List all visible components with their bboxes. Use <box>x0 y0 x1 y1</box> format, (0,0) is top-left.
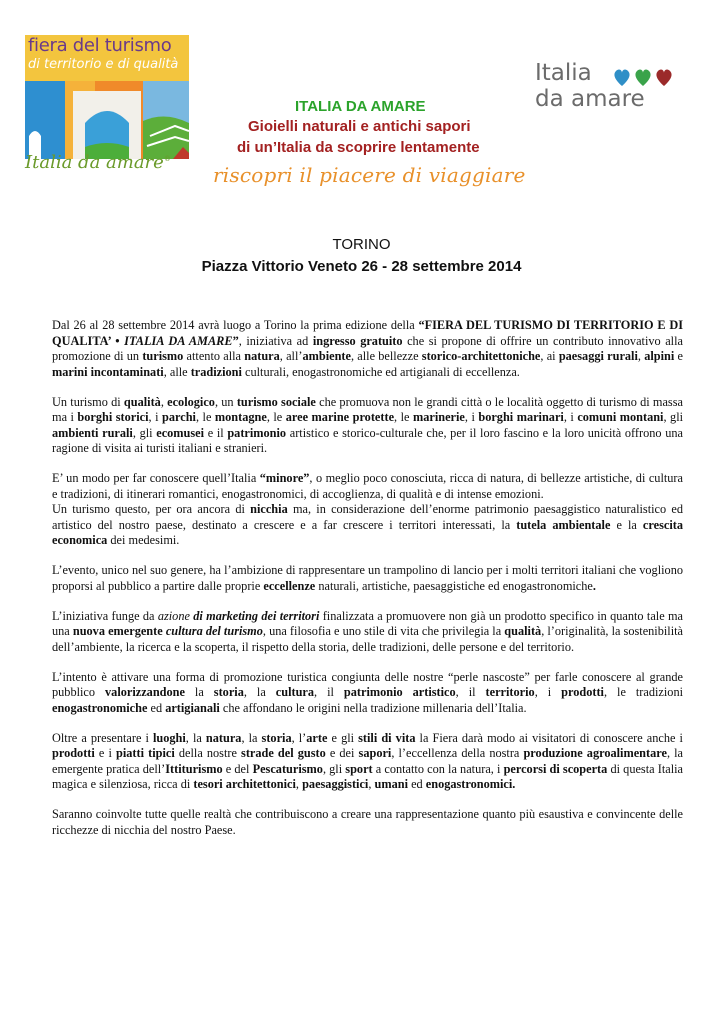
header-subtitle-2: di un’Italia da scoprire lentamente <box>237 139 480 156</box>
header-title: ITALIA DA AMARE <box>295 98 426 115</box>
header-subtitle-1: Gioielli naturali e antichi sapori <box>248 118 471 135</box>
logo-name <box>25 152 171 173</box>
arch-landscape-icon <box>25 81 189 159</box>
paragraph-3: E’ un modo per far conoscere quell’Italia “minore”, o meglio poco conosciuta, ricca di natura, di bellezze artistiche, di cultura e tradizioni, di itinerari romantici, enogastronomici, di accoglienza, di qualità e di intense emozioni. <box>52 471 683 501</box>
paragraph-8: Oltre a presentare i luoghi, la natura, la storia, l’arte e gli stili di vita la Fiera darà modo ai visitatori di conoscere anche i prodotti e i piatti tipici della nostre strade del gusto e dei sapori, l’eccellenza della nostra produzione agroalimentare, la emergente pratica dell’Ittiturismo e del Pescaturismo, gli sport a contatto con la natura, i percorsi di scoperta di questa Italia magica e silenziosa, ricca di tesori architettonici, paesaggistici, umani ed enogastronomici. <box>52 730 683 791</box>
paragraph-7: L’intento è attivare una forma di promozione turistica congiunta delle nostre “perle nascoste” per farle conoscere al grande pubblico valorizzandone la storia, la cultura, il patrimonio artistico, il territorio, i prodotti, le tradizioni enogastronomiche ed artigianali che affondano le origini nella tradizione millenaria dell’Italia. <box>52 669 684 715</box>
venue-dates: Piazza Vittorio Veneto 26 - 28 settembre 2014 <box>201 258 522 275</box>
tagline: riscopri il piacere di viaggiare <box>213 163 526 187</box>
italia-da-amare-logo <box>535 60 685 120</box>
paragraph-1: Dal 26 al 28 settembre 2014 avrà luogo a Torino la prima edizione della “FIERA DEL TURISMO DI TERRITORIO E DI QUALITA’ • ITALIA DA AMARE”, iniziativa ad ingresso gratuito che si propone di offrire un contributo innovativo alla promozione di un turismo attento alla natura, all’ambiente, alle bellezze storico-architettoniche, ai paesaggi rurali, alpini e marini incontaminati, alle tradizioni culturali, enogastronomiche ed artigianali di eccellenza. <box>52 318 683 379</box>
document-body <box>52 318 683 853</box>
paragraph-4: Un turismo questo, per ora ancora di nicchia ma, in considerazione dell’enorme patrimonio paesaggistico naturalistico ed artistico del nostro paese, destinato a crescere e a far crescere i territori interessati, la tutela ambientale e la crescita economica dei medesimi. <box>52 502 683 547</box>
paragraph-6: L’iniziativa funge da azione di marketing dei territori finalizzata a promuovere non già un prodotto specifico in quanto tale ma una nuova emergente cultura del turismo, una filosofia e uno stile di vita che privilegia la qualità, l’originalità, la sostenibilità dell’ambiente, la ricerca e la scoperta, il rispetto della storia, delle tradizioni, delle persone e del territorio. <box>52 608 683 654</box>
logo-name-text: Italia da amare <box>25 152 164 173</box>
hearts-icon <box>612 64 676 88</box>
paragraph-9: Saranno coinvolte tutte quelle realtà che contribuiscono a creare una rappresentazione quanto più esaustiva e convincente delle ricchezze di nicchia del nostro Paese. <box>52 807 683 837</box>
fiera-logo <box>25 35 195 180</box>
logo-illustration <box>25 81 189 159</box>
logo-banner <box>25 35 189 81</box>
logo-right-line2: da amare <box>535 86 645 112</box>
paragraph-2: Un turismo di qualità, ecologico, un turismo sociale che promuova non le grandi città o le località oggetto di turismo di massa ma i borghi storici, i parchi, le montagne, le aree marine protette, le marinerie, i borghi marinari, i comuni montani, gli ambienti rurali, gli ecomusei e il patrimonio artistico e storico-culturale che, per il loro fascino e la loro unicità offrono una ragione di visita ai turisti italiani e stranieri. <box>52 394 684 455</box>
registered-mark: ® <box>163 155 171 163</box>
paragraph-5: L’evento, unico nel suo genere, ha l’ambizione di rappresentare un trampolino di lancio per i molti territori italiani che vogliono proporsi al pubblico a partire dalle proprie eccellenze naturali, artistiche, paesaggistiche ed enogastronomiche. <box>52 563 683 593</box>
logo-right-line1: Italia <box>535 60 592 86</box>
logo-line1: fiera del turismo <box>28 35 172 56</box>
logo-line2: di territorio e di qualità <box>28 57 179 72</box>
city: TORINO <box>332 236 391 253</box>
